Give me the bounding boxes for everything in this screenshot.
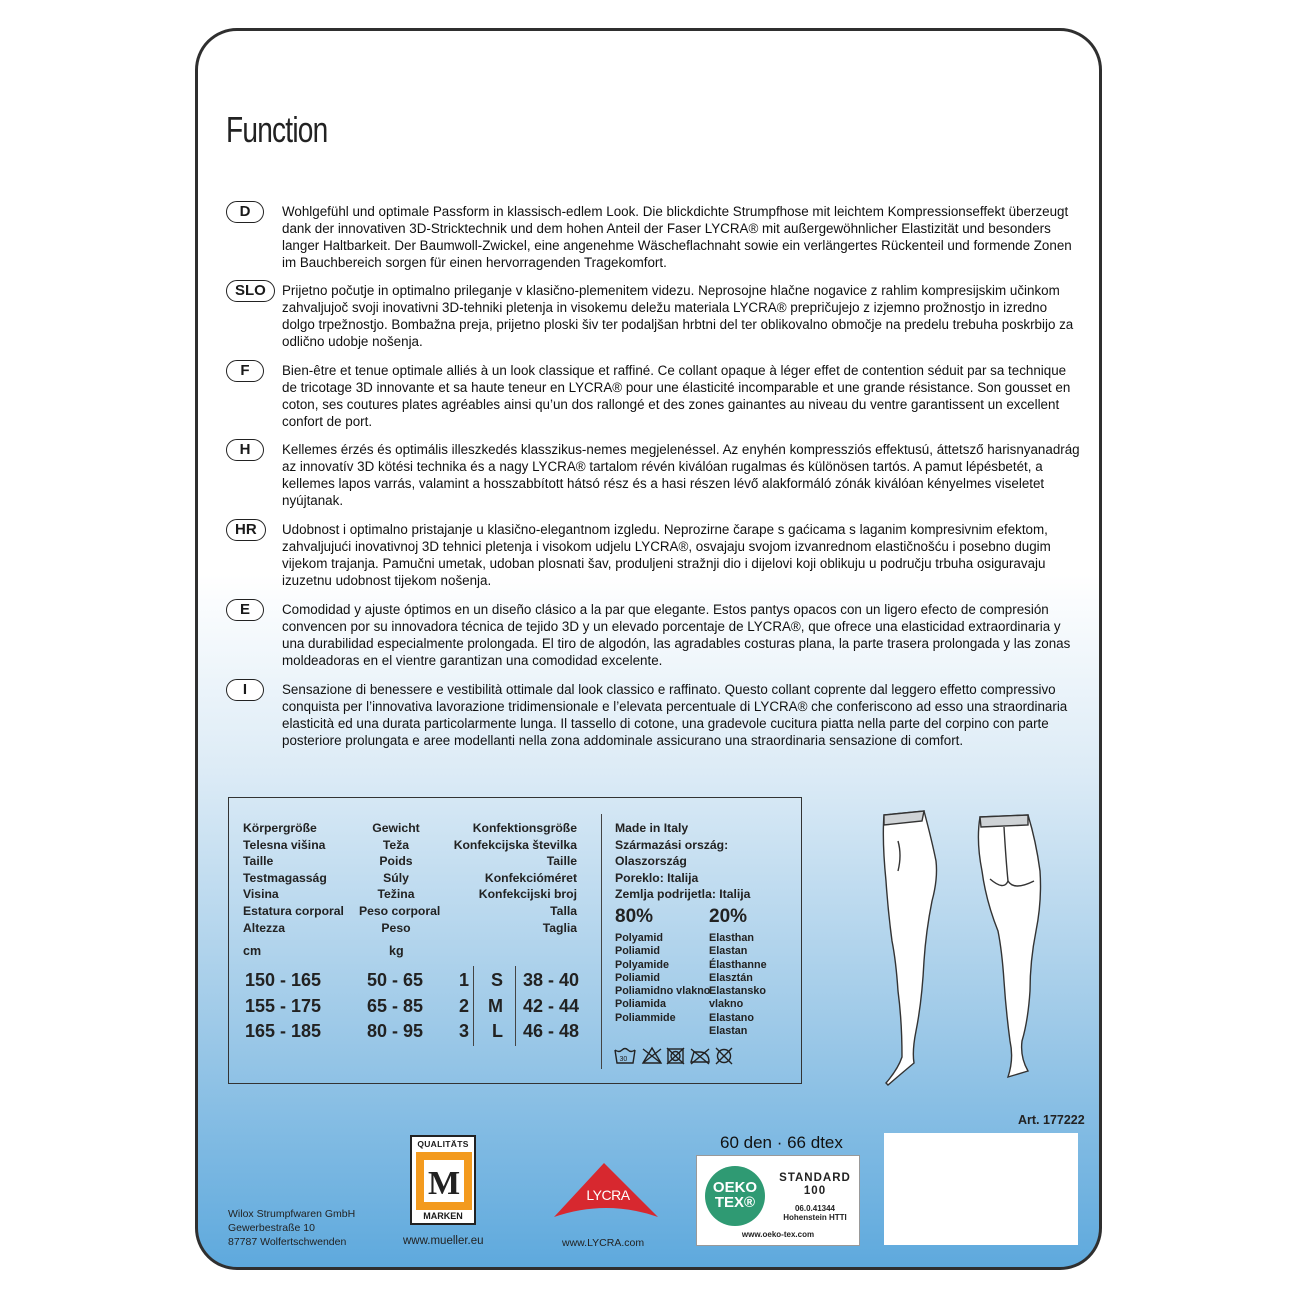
oeko-number: 06.0.41344 Hohenstein HTTI (783, 1204, 847, 1222)
lang-text-f: Bien-être et tenue optimale alliés à un look classique et raffiné. Ce collant opaque à léger effet de contention séduit par sa technique de tricotage 3D innovante et sa haute teneur en LYCRA® pour une élasticité incomparable et une grande résistance. Son gousset en coton, ses coutures plates agréables ainsi qu’un dos rallongé et des zones gainantes au niveau du ventre garantissent un excellent confort de port. (282, 363, 1071, 429)
tights-illustration (858, 801, 1088, 1091)
lang-text-h: Kellemes érzés és optimális illeszkedés klasszikus-nemes megjelenéssel. Az enyhén kompressziós effektusú, áttetsző harisnyanadrág az innovatív 3D kötési technika és a nagy LYCRA® tartalom révén kiválóan rugalmas és különösen tartós. A pamut lépésbetét, a kellemes lapos varrás, valamint a hosszabbított hátsó rész és a hasi részen lévő alakformáló zónák kiválóan kényelmes viseletet nyújtanak. (282, 442, 1080, 508)
lycra-logo (548, 1159, 664, 1223)
page-title: Function (226, 109, 328, 150)
height-header: Körpergröße Telesna višina Taille Testmagasság Visina Estatura corporal Altezza (243, 821, 344, 935)
weight-header: Gewicht Teža Poids Súly Težina Peso corporal Peso (359, 821, 441, 935)
no-tumble-dry-icon (667, 1048, 684, 1064)
lang-badge-slo: SLO (226, 280, 275, 302)
lang-badge-hr: HR (226, 519, 266, 541)
article-number: Art. 177222 (1018, 1113, 1085, 1127)
size-row: 150 - 165 50 - 65 1 S 38 - 40 (245, 970, 580, 990)
mueller-url: www.mueller.eu (403, 1235, 484, 1247)
oeko-standard: STANDARD 100 (779, 1172, 851, 1197)
size-row: 165 - 185 80 - 95 3 L 46 - 48 (245, 1021, 580, 1041)
lang-text-slo: Prijetno počutje in optimalno prileganje v klasično-plemenitem videzu. Neprosojne hlačne nogavice z rahlim kompresijskim učinkom zahvaljujoč svoji inovativni 3D-tehniki pletenja in visokemu deležu materiala LYCRA® prepričujejo z izjemno prožnostjo in izredno dolgo trpežnostjo. Bombažna preja, prijetno ploski šiv ter podaljšan hrbtni del ter oblikovalno območje na predelu trebuha poskrbijo za odlično udobje nošenja. (282, 283, 1074, 349)
size-row: 155 - 175 65 - 85 2 M 42 - 44 (245, 995, 580, 1016)
lang-badge-h: H (226, 439, 264, 461)
unit-cm: cm (243, 944, 262, 958)
oeko-url: www.oeko-tex.com (741, 1230, 815, 1239)
tights-back-figure (978, 815, 1040, 1077)
lang-text-hr: Udobnost i optimalno pristajanje u klasično-elegantnom izgledu. Neprozirne čarape s gaćicama s laganim kompresivnim efektom, zahvaljujući inovativnoj 3D tehnici pletenja i visokom udjelu LYCRA®, osvajaju svojom izvanrednom elastičnošću i posebno dugim vijekom trajanja. Pamučni umetak, udoban plosnati šav, produljeni stražnji dio i dijelovi koji oblikuju u području trbuha osiguravaju izuzetnu udobnost tijekom nošenja. (282, 522, 1051, 588)
table-divider (601, 814, 602, 1069)
company-address: Wilox Strumpfwaren GmbH Gewerbestraße 10 87787 Wolfertschwenden (228, 1208, 356, 1248)
barcode-area (884, 1133, 1078, 1245)
polyamide-percent: 80% (615, 906, 654, 927)
care-symbols (613, 1045, 743, 1067)
lang-text-e: Comodidad y ajuste óptimos en un diseño clásico a la par que elegante. Estos pantys opacos con un ligero efecto de compresión convencen por su innovadora técnica de tejido 3D y un elevado porcentaje de LYCRA®, que ofrece una elasticidad extraordinaria y una durabilidad especialmente prolongada. El tiro de algodón, las agradables costuras plana, la parte trasera prolongada y las zonas moldeadoras en el vientre garantizan una comodidad excelente. (282, 602, 1071, 668)
oeko-tex-icon: OEKO TEX® (705, 1166, 765, 1226)
lang-badge-d: D (226, 201, 264, 223)
oeko-tex-label (696, 1155, 860, 1246)
lang-text-d: Wohlgefühl und optimale Passform in klassisch-edlem Look. Die blickdichte Strumpfhose mit leichtem Kompressionseffekt überzeugt dank der innovativen 3D-Stricktechnik und dem hohen Anteil der Faser LYCRA® mit außergewöhnlicher Elastizität und besonders langer Haltbarkeit. Der Baumwoll-Zwickel, eine angenehme Wäscheflachnaht sowie ein verlängertes Rückenteil und formende Zonen im Bauchbereich sorgen für einen hervorragenden Tragekomfort. (282, 204, 1072, 270)
svg-text:30: 30 (619, 1056, 628, 1063)
size-table (228, 797, 802, 1084)
no-bleach-icon (643, 1048, 661, 1063)
size-header: Konfektionsgröße Konfekcijska številka Taille Konfekcióméret Konfekcijski broj Talla Taglia (453, 821, 577, 935)
origin-info: Made in Italy Származási ország: Olaszország Poreklo: Italija Zemlja podrijetla: Italija (615, 821, 751, 902)
elastane-list: Elasthan Elastan Élasthanne Elasztán Elastansko vlakno Elastano Elastan (709, 932, 767, 1038)
svg-text:LYCRA: LYCRA (586, 1187, 630, 1203)
elastane-percent: 20% (709, 906, 748, 927)
size-rows (243, 970, 593, 1047)
no-dry-clean-icon (716, 1048, 732, 1064)
polyamide-list: Polyamid Poliamid Polyamide Poliamid Poliamidno vlakno Poliamida Poliammide (615, 932, 711, 1024)
lang-badge-i: I (226, 679, 264, 701)
lang-badge-e: E (226, 599, 264, 621)
packaging-card (195, 28, 1102, 1270)
lycra-url: www.LYCRA.com (562, 1237, 645, 1249)
svg-text:M: M (427, 1165, 461, 1202)
tights-front-figure (883, 811, 936, 1085)
no-iron-icon (691, 1049, 709, 1064)
wash-30-icon (615, 1049, 635, 1064)
unit-kg: kg (389, 944, 404, 958)
lang-text-i: Sensazione di benessere e vestibilità ottimale dal look classico e raffinato. Questo collant coprente dal leggero effetto compressivo conquista per l’innovativa lavorazione tridimensionale e l’elevata percentuale di LYCRA® che conferiscono ad esso una straordinaria elasticità ed una durata particolarmente lunga. Il tassello di cotone, una gradevole cucitura piatta nella parte del corpino con parte posteriore prolungata e aree modellanti nella zona addominale assicurano una straordinaria sensazione di comfort. (282, 682, 1068, 748)
denier-info: 60 den · 66 dtex (720, 1133, 843, 1152)
mueller-logo: QUALITÄTS M MARKEN (410, 1135, 476, 1225)
mueller-m-icon (416, 1152, 472, 1210)
lang-badge-f: F (226, 360, 264, 382)
